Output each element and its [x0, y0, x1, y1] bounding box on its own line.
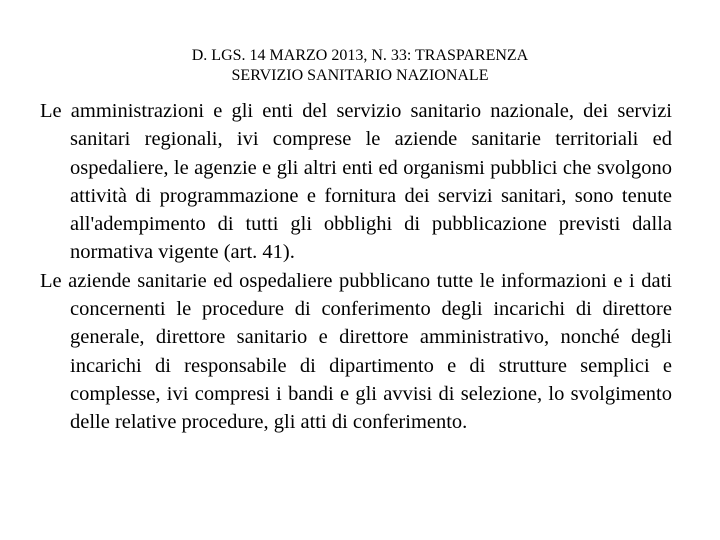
- slide-body: [40, 97, 672, 437]
- title-line-2: SERVIZIO SANITARIO NAZIONALE: [231, 67, 489, 84]
- paragraph-1: Le amministrazioni e gli enti del servizio sanitario nazionale, dei servizi sanitari regionali, ivi comprese le aziende sanitarie territoriali ed ospedaliere, le agenzie e gli altri enti ed organismi pubblici che svolgono attività di programmazione e fornitura dei servizi sanitari, sono tenute all'adempimento di tutti gli obblighi di pubblicazione previsti dalla normativa vigente (art. 41).: [40, 100, 672, 264]
- title-line-1: D. LGS. 14 MARZO 2013, N. 33: TRASPARENZA: [191, 47, 529, 64]
- paragraph-2: Le aziende sanitarie ed ospedaliere pubblicano tutte le informazioni e i dati concernenti le procedure di conferimento degli incarichi di direttore generale, direttore sanitario e direttore amministrativo, nonché degli incarichi di responsabile di dipartimento e di strutture semplici e complesse, ivi compresi i bandi e gli avvisi di selezione, lo svolgimento delle relative procedure, gli atti di conferimento.: [40, 269, 672, 434]
- slide-title: [0, 46, 720, 86]
